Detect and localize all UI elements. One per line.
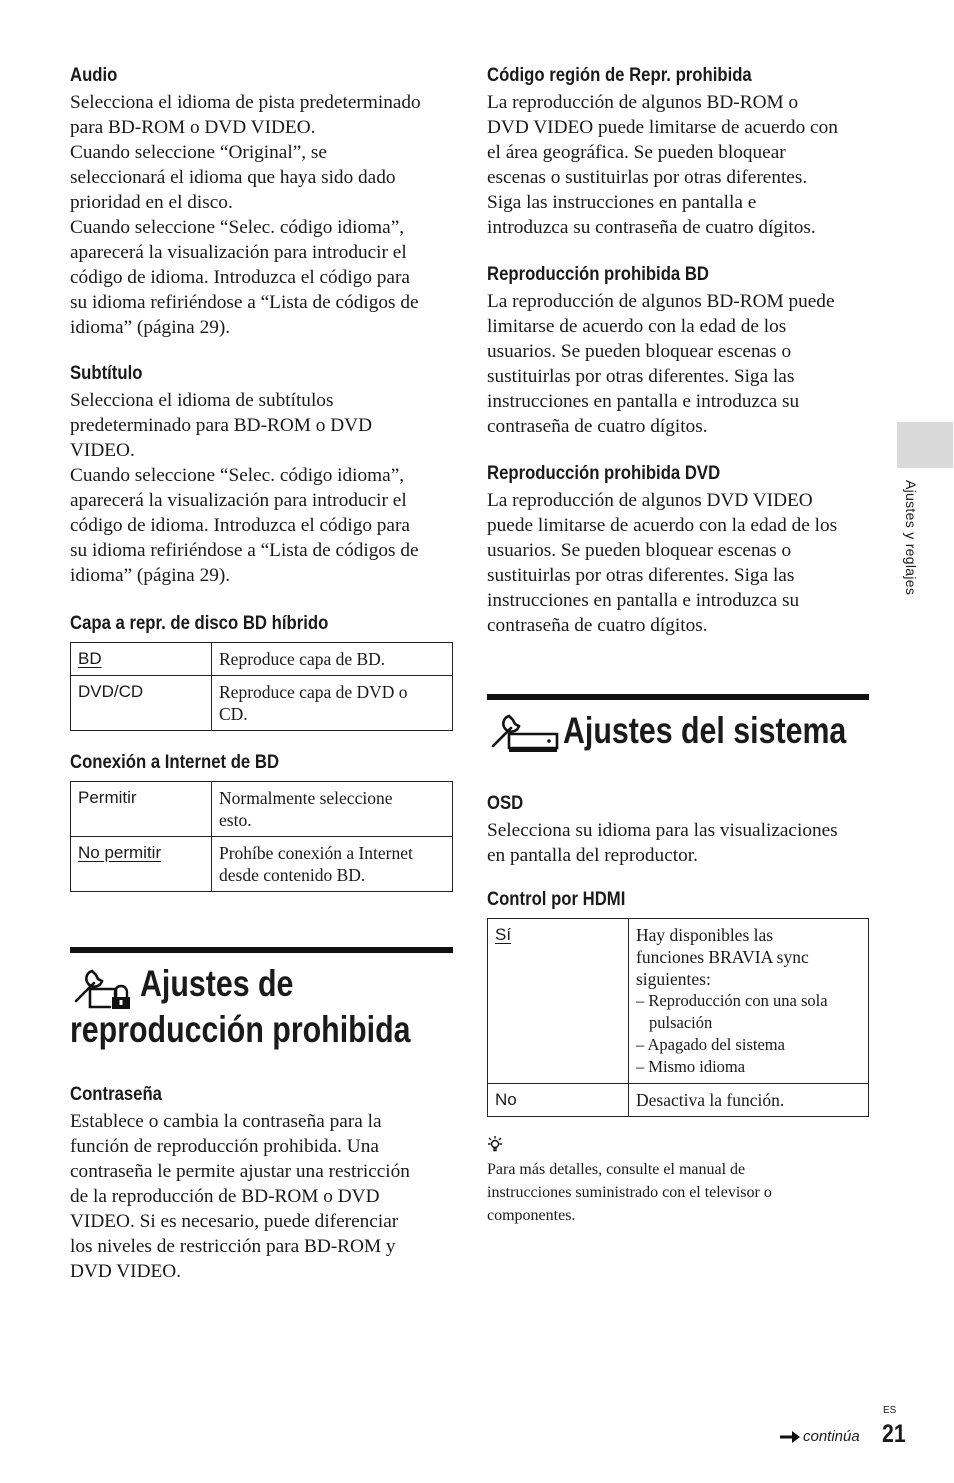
text-line: Cuando seleccione “Selec. código idioma”, (70, 217, 405, 238)
contrasena-section (70, 1081, 453, 1284)
tip-text: componentes. (487, 1207, 576, 1224)
section-reproduccion-prohibida (70, 947, 453, 1051)
conexion-heading: Conexión a Internet de BD (70, 752, 280, 773)
option-value: Hay disponibles las (636, 925, 774, 945)
dvd-heading: Reproducción prohibida DVD (487, 463, 721, 484)
hdmi-section (487, 886, 869, 1117)
arrow-right-icon (780, 1431, 800, 1443)
dvd-section (487, 460, 869, 638)
table-row (71, 837, 453, 892)
bullet-item: – Reproducción con una sola pulsación (636, 991, 828, 1032)
contrasena-heading: Contraseña (70, 1084, 162, 1105)
option-key: Sí (495, 925, 512, 944)
table-row (71, 782, 453, 837)
option-value: Reproduce capa de DVD o (219, 682, 408, 702)
option-value: Normalmente seleccione (219, 788, 393, 808)
text-line: instrucciones en pantalla e introduzca su (487, 391, 800, 412)
section-tab-marker (897, 422, 953, 468)
option-key: No permitir (78, 843, 162, 862)
text-line: sustituirlas por otras diferentes. Siga las (487, 565, 795, 586)
tip-text: instrucciones suministrado con el televisor o (487, 1184, 772, 1201)
text-line: prioridad en el disco. (70, 192, 233, 213)
option-value: esto. (219, 810, 252, 830)
text-line: los niveles de restricción para BD-ROM y (70, 1236, 396, 1257)
text-line: puede limitarse de acuerdo con la edad de los (487, 515, 838, 536)
subtitulo-section (70, 360, 453, 588)
text-line: de la reproducción de BD-ROM o DVD (70, 1186, 380, 1207)
text-line: Selecciona el idioma de pista predeterminado (70, 92, 421, 113)
capa-options-table (70, 642, 453, 731)
option-key: BD (78, 649, 102, 668)
audio-section (70, 62, 453, 340)
section-title: reproducción prohibida (70, 1009, 411, 1050)
option-value: CD. (219, 704, 248, 724)
text-line: usuarios. Se pueden bloquear escenas o (487, 540, 792, 561)
side-section-label: Ajustes y reglajes (903, 480, 919, 596)
text-line: VIDEO. (70, 440, 135, 461)
text-line: contraseña de cuatro dígitos. (487, 615, 708, 636)
table-row (71, 676, 453, 731)
text-line: Selecciona su idioma para las visualizaciones (487, 820, 838, 841)
text-line: contraseña le permite ajustar una restricción (70, 1161, 410, 1182)
text-line: Cuando seleccione “Original”, se (70, 142, 327, 163)
text-line: introduzca su contraseña de cuatro dígitos. (487, 217, 816, 238)
left-column (70, 62, 453, 1284)
text-line: Establece o cambia la contraseña para la (70, 1111, 382, 1132)
text-line: escenas o sustituirlas por otras diferentes. (487, 167, 808, 188)
option-value: funciones BRAVIA sync (636, 947, 809, 967)
continued-indicator (780, 1428, 860, 1445)
section-ajustes-sistema (487, 694, 869, 754)
audio-heading: Audio (70, 65, 118, 86)
text-line: función de reproducción prohibida. Una (70, 1136, 379, 1157)
option-value: Prohíbe conexión a Internet (219, 843, 413, 863)
text-line: DVD VIDEO. (70, 1261, 182, 1282)
tip-text: Para más detalles, consulte el manual de (487, 1161, 746, 1178)
section-title: Ajustes del sistema (563, 710, 847, 751)
text-line: el área geográfica. Se pueden bloquear (487, 142, 786, 163)
conexion-options-table (70, 781, 453, 892)
bd-section (487, 261, 869, 439)
option-value: Reproduce capa de BD. (219, 649, 386, 669)
subtitulo-heading: Subtítulo (70, 363, 143, 384)
text-line: predeterminado para BD-ROM o DVD (70, 415, 372, 436)
text-line: en pantalla del reproductor. (487, 845, 698, 866)
table-row (71, 643, 453, 676)
bullet-item: – Apagado del sistema (636, 1035, 785, 1054)
text-line: La reproducción de algunos DVD VIDEO (487, 490, 813, 511)
text-line: su idioma refiriéndose a “Lista de códigos de (70, 292, 419, 313)
text-line: código de idioma. Introduzca el código para (70, 267, 410, 288)
language-code: ES (883, 1405, 897, 1416)
capa-heading: Capa a repr. de disco BD híbrido (70, 613, 329, 634)
text-line: contraseña de cuatro dígitos. (487, 416, 708, 437)
wrench-lock-icon (70, 963, 136, 1009)
table-row (488, 919, 869, 1084)
bd-heading: Reproducción prohibida BD (487, 264, 710, 285)
text-line: código de idioma. Introduzca el código para (70, 515, 410, 536)
option-value: desde contenido BD. (219, 865, 366, 885)
page-number: 21 (882, 1420, 906, 1448)
option-key: Permitir (78, 788, 137, 807)
text-line: seleccionará el idioma que haya sido dado (70, 167, 396, 188)
text-line: aparecerá la visualización para introducir el (70, 242, 407, 263)
text-line: Cuando seleccione “Selec. código idioma”, (70, 465, 405, 486)
text-line: La reproducción de algunos BD-ROM puede (487, 291, 835, 312)
option-key: No (495, 1090, 517, 1109)
text-line: limitarse de acuerdo con la edad de los (487, 316, 787, 337)
text-line: sustituirlas por otras diferentes. Siga las (487, 366, 795, 387)
text-line: para BD-ROM o DVD VIDEO. (70, 117, 316, 138)
option-value: siguientes: (636, 969, 711, 989)
bullet-item: – Mismo idioma (636, 1057, 746, 1076)
text-line: VIDEO. Si es necesario, puede diferenciar (70, 1211, 399, 1232)
audio-text (70, 90, 453, 340)
text-line: instrucciones en pantalla e introduzca su (487, 590, 800, 611)
codigo-section (487, 62, 869, 240)
tip-section (487, 1135, 869, 1227)
text-line: Selecciona el idioma de subtítulos (70, 390, 334, 411)
osd-section (487, 790, 869, 868)
codigo-heading: Código región de Repr. prohibida (487, 65, 752, 86)
continued-text: continúa (803, 1428, 860, 1445)
text-line: idioma” (página 29). (70, 565, 231, 586)
option-value: Desactiva la función. (636, 1090, 785, 1110)
text-line: su idioma refiriéndose a “Lista de códigos de (70, 540, 419, 561)
hdmi-heading: Control por HDMI (487, 889, 626, 910)
table-row (488, 1084, 869, 1117)
right-column (487, 62, 869, 1227)
tip-bulb-icon (487, 1135, 503, 1153)
text-line: usuarios. Se pueden bloquear escenas o (487, 341, 792, 362)
capa-section (70, 610, 453, 731)
text-line: Siga las instrucciones en pantalla e (487, 192, 757, 213)
text-line: La reproducción de algunos BD-ROM o (487, 92, 799, 113)
wrench-player-icon (487, 710, 561, 754)
section-title: Ajustes de (140, 963, 294, 1004)
text-line: DVD VIDEO puede limitarse de acuerdo con (487, 117, 838, 138)
osd-heading: OSD (487, 793, 524, 814)
text-line: idioma” (página 29). (70, 317, 231, 338)
text-line: aparecerá la visualización para introducir el (70, 490, 407, 511)
option-key: DVD/CD (78, 682, 144, 701)
hdmi-options-table (487, 918, 869, 1117)
conexion-section (70, 749, 453, 892)
